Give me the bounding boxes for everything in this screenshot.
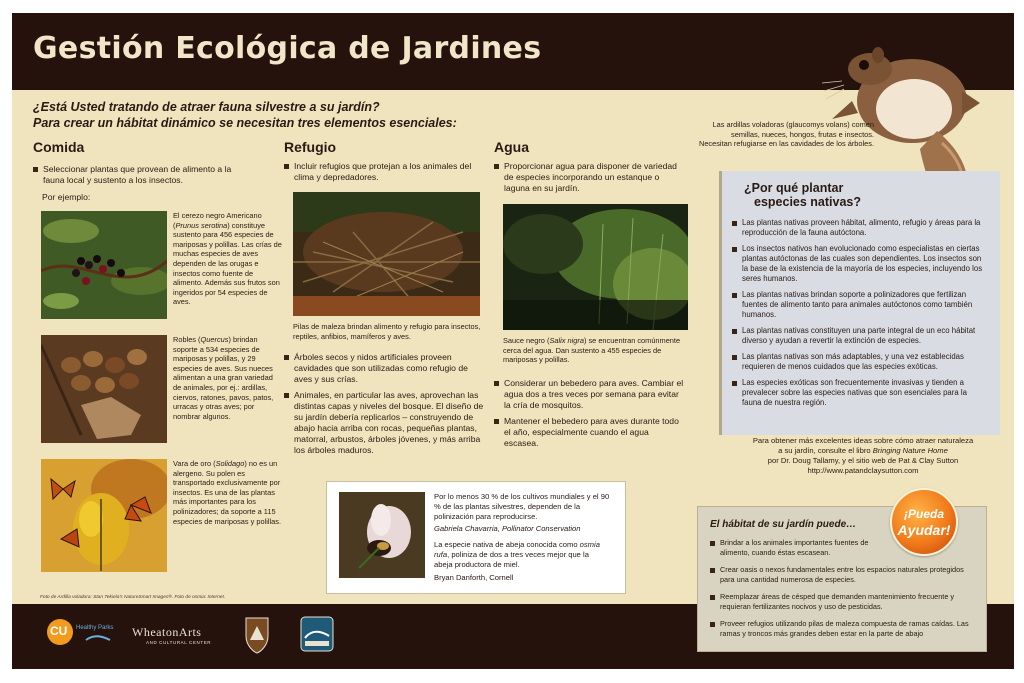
book-note [722, 436, 1004, 476]
bee-photo [339, 492, 425, 578]
help-badge-line-2: Ayudar! [897, 522, 951, 538]
help-item: Proveer refugios utilizando pilas de maleza compuesta de ramas caídas. Las ramas y troncos más grandes deben estar en la parte de abajo [710, 619, 975, 638]
pollination-quote-box [326, 481, 626, 594]
book-note-line-2 [722, 446, 1004, 456]
why-native-box [719, 171, 1000, 435]
why-item: Las plantas nativas brindan soporte a polinizadores que fertilizan fuentes de alimento tanto para animales autóctonos como también humanos. [732, 290, 984, 320]
help-badge [890, 488, 958, 556]
squirrel-caption [674, 120, 874, 149]
comida-example-label: Por ejemplo: [42, 192, 91, 202]
cerezo-caption-a: El cerezo negro Americano ( [173, 211, 262, 230]
vara-caption-b: ) no es un alergeno. Su polen es transportado exclusivamente por insectos. Es una de las plantas más importantes para los polinizadores; da soporte a 115 especies de mariposas y polillas. [173, 459, 282, 526]
vara-caption-a: Vara de oro ( [173, 459, 216, 468]
help-item: Brindar a los animales importantes fuentes de alimento, cuando éstas escasean. [710, 538, 880, 557]
quote-paragraph-2b: , poliniza de dos a tres veces mejor que la abeja productora de miel. [434, 550, 589, 569]
willow-caption-a: Sauce negro ( [503, 336, 550, 345]
park-badge-logo [300, 616, 334, 652]
poster [12, 13, 1014, 669]
quote-paragraph-2 [434, 540, 609, 570]
why-item: Las plantas nativas son más adaptables, y una vez establecidas requieren de menos cuidados que las especies exóticas. [732, 352, 984, 372]
vara-de-oro-photo [41, 459, 167, 572]
robles-caption-a: Robles ( [173, 335, 201, 344]
habitat-help-title: El hábitat de su jardín puede… [710, 519, 857, 530]
robles-photo [41, 335, 167, 443]
brush-pile-photo [293, 192, 480, 316]
quote-paragraph-2-sci: osmia rufa [434, 540, 600, 559]
cerezo-caption-b: ) constituye sustento para 456 especies de mariposas y polillas. Las crías de muchas especies de aves dependen de las orugas e insectos como fuente de alimento. Además sus frutos son ingeridos por 54 especies de aves. [173, 220, 282, 307]
vara-caption [173, 459, 283, 526]
why-item: Las plantas nativas constituyen una parte integral de un eco hábitat diverso y ayudan a revertir la extinción de especies. [732, 326, 984, 346]
photo-credit: Foto de Ardilla voladora: Stan Tekiela's NatureSmart Images®. Foto de osmia: Internet. [40, 595, 226, 600]
book-note-line-3: por Dr. Doug Tallamy, y el sitio web de Pat & Clay Sutton [767, 456, 959, 465]
help-item: Reemplazar áreas de césped que demanden mantenimiento frecuente y requieran fertilizantes nocivos y uso de pesticidas. [710, 592, 975, 611]
agua-bullet-3: Mantener el bebedero para aves durante todo el año, especialmente cuando el agua escasea. [494, 416, 684, 449]
refugio-heading: Refugio [284, 139, 337, 155]
why-item: Las plantas nativas proveen hábitat, alimento, refugio y áreas para la reproducción de la fauna autóctona. [732, 218, 984, 238]
book-note-line-2a: a su jardín, consulte el libro [778, 446, 873, 455]
wheatonarts-logo-subtext: AND CULTURAL CENTER [146, 640, 212, 645]
cu-logo-subtext: Healthy Parks [76, 625, 114, 631]
why-native-title-line-1: ¿Por qué plantar [744, 181, 844, 195]
quote-author-1: Gabriela Chavarria, Pollinator Conservation [434, 524, 581, 533]
book-title: Bringing Nature Home [872, 446, 948, 455]
page-title: Gestión Ecológica de Jardines [33, 31, 542, 66]
intro-text [33, 99, 653, 131]
willow-caption [503, 336, 693, 365]
robles-caption-sci: Quercus [200, 335, 229, 344]
book-note-url: http://www.patandclaysutton.com [807, 466, 919, 475]
cerezo-caption [173, 211, 285, 307]
vara-caption-sci: Solidago [215, 459, 245, 468]
help-item: Crear oasis o nexos fundamentales entre los espacios naturales protegidos para una cantidad numerosa de especies. [710, 565, 975, 584]
quote-author-2: Bryan Danforth, Cornell [434, 573, 514, 582]
nps-arrowhead-logo [244, 616, 270, 654]
squirrel-caption-line-3: Necesitan refugiarse en las cavidades de los árboles. [698, 139, 874, 149]
robles-caption [173, 335, 283, 421]
wheatonarts-logo-text: WheatonArts [132, 625, 202, 639]
agua-bullet-1: Proporcionar agua para disponer de variedad de especies incorporando un estanque o laguna en su jardín. [494, 161, 684, 194]
refugio-bullet-3: Animales, en particular las aves, aprovechan las distintas capas y niveles del bosque. El diseño de su jardín debería replicarlos – construyendo de abajo hacia arriba con rocas, pequeñas plantas, matorral, arbustos, árboles jóvenes, y más arriba los árboles maduros. [284, 390, 484, 456]
refugio-bullet-1: Incluir refugios que protejan a los animales del clima y depredadores. [284, 161, 484, 183]
agua-bullet-2: Considerar un bebedero para aves. Cambiar el agua dos a tres veces por semana para evitar la cría de mosquitos. [494, 378, 684, 411]
squirrel-caption-line-2: semillas, nueces, hongos, frutas e insectos. [731, 129, 874, 139]
robles-caption-b: ) brindan soporte a 534 especies de mariposas y polillas, y 29 especies de aves. Sus nueces alimentan a una gran variedad de animales, por ej.: ardillas, ciervos, ratones, pavos, patos, urracas y otras aves; por nombrar algunos. [173, 335, 274, 421]
why-native-title [744, 181, 861, 209]
cu-logo-text: CU [50, 624, 68, 638]
squirrel-caption-line-1: Las ardillas voladoras (glaucomys volans) comen [712, 120, 874, 129]
quote-paragraph-2a: La especie nativa de abeja conocida como [434, 540, 580, 549]
comida-bullet-1: Seleccionar plantas que provean de alimento a la fauna local y sustento a los insectos. [33, 164, 233, 186]
book-note-line-1: Para obtener más excelentes ideas sobre cómo atraer naturaleza [752, 436, 974, 445]
agua-heading: Agua [494, 139, 529, 155]
help-badge-line-1: ¡Pueda [903, 507, 944, 521]
cerezo-photo [41, 211, 167, 319]
why-native-title-line-2: especies nativas? [754, 195, 862, 209]
willow-caption-b: ) se encuentran comúnmente cerca del agua. Dan sustento a 455 especies de mariposas y polillas. [503, 336, 681, 365]
willow-photo [503, 204, 688, 330]
comida-heading: Comida [33, 139, 85, 155]
cerezo-caption-sci: Prunus serotina [175, 220, 228, 230]
why-item: Los insectos nativos han evolucionado como especialistas en ciertas plantas autóctonas de las cuales son dependientes. Los insectos son la base de la existencia de la mayoría de los especies, incluyendo los seres humanos. [732, 244, 984, 284]
quote-paragraph-1: Por lo menos 30 % de los cultivos mundiales y el 90 % de las plantas silvestres, dependen de la polinización para reproducirse. [434, 492, 610, 521]
brush-pile-caption: Pilas de maleza brindan alimento y refugio para insectos, reptiles, anfibios, mamíferos y aves. [293, 322, 481, 341]
refugio-bullet-2: Árboles secos y nidos artificiales proveen cavidades que son utilizadas como refugio de aves y sus crías. [284, 352, 484, 385]
intro-statement: Para crear un hábitat dinámico se necesitan tres elementos esenciales: [33, 116, 457, 130]
intro-question: ¿Está Usted tratando de atraer fauna silvestre a su jardín? [33, 100, 380, 114]
why-item: Las especies exóticas son frecuentemente invasivas y tienden a prevalecer sobre las especies nativas que son esenciales para la fauna de nuestra región. [732, 378, 984, 408]
willow-caption-sci: Salix nigra [549, 336, 584, 345]
